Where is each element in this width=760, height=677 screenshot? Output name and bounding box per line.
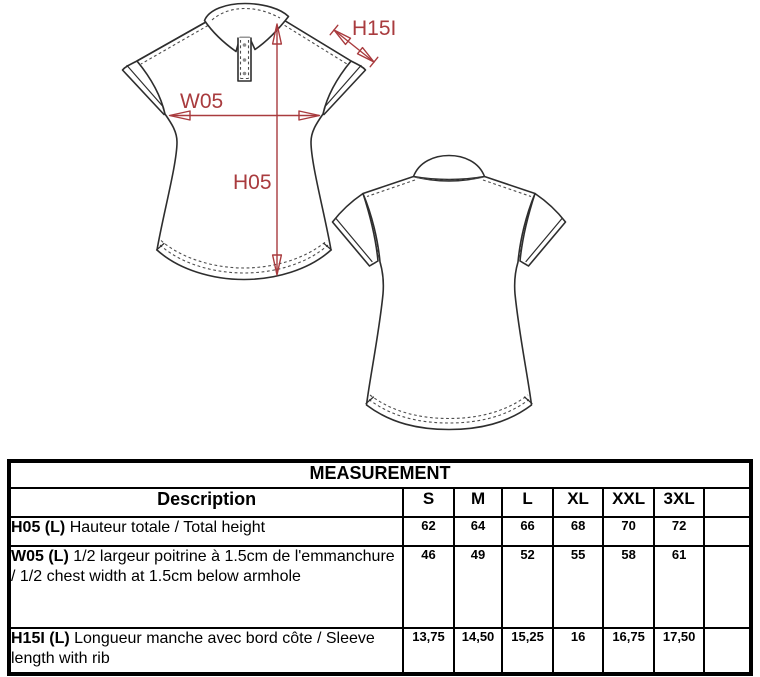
table-row-h05 <box>9 517 751 546</box>
measurement-value-cell: 64 <box>454 517 503 546</box>
measurement-value-cell <box>704 517 751 546</box>
measurement-value-cell <box>704 628 751 674</box>
measurement-value-cell: 70 <box>603 517 654 546</box>
measurement-value-cell: 15,25 <box>502 628 553 674</box>
table-row-h15i <box>9 628 751 674</box>
button <box>243 58 247 62</box>
table-row-w05 <box>9 546 751 628</box>
measurement-table <box>7 459 753 676</box>
polo-front-view <box>123 4 366 280</box>
measurement-value-cell: 16,75 <box>603 628 654 674</box>
back-collar <box>414 156 485 181</box>
size-column-header-xxl: XXL <box>603 488 654 517</box>
table-title: MEASUREMENT <box>9 461 751 488</box>
measurement-text: Longueur manche avec bord côte / Sleeve length with rib <box>11 630 375 667</box>
measurement-code: W05 (L) <box>11 548 69 565</box>
button <box>243 72 247 76</box>
measurement-description <box>9 517 403 546</box>
measurement-value-cell: 49 <box>454 546 503 628</box>
measurement-value-cell: 58 <box>603 546 654 628</box>
measurement-value-cell: 55 <box>553 546 604 628</box>
measurement-value-cell <box>704 546 751 628</box>
measurement-value-cell: 52 <box>502 546 553 628</box>
measurement-value-cell: 17,50 <box>654 628 705 674</box>
measurement-value-cell: 68 <box>553 517 604 546</box>
h05-label: H05 <box>233 171 272 194</box>
polo-back-view <box>333 156 566 430</box>
size-column-header-l: L <box>502 488 553 517</box>
measurement-code: H15I (L) <box>11 630 70 647</box>
measurement-text: 1/2 largeur poitrine à 1.5cm de l'emmanchure / 1/2 chest width at 1.5cm below armhole <box>11 548 395 585</box>
size-column-header-s: S <box>403 488 454 517</box>
description-column-header: Description <box>9 488 403 517</box>
measurement-value-cell: 13,75 <box>403 628 454 674</box>
measurement-description <box>9 628 403 674</box>
measurement-value-cell: 62 <box>403 517 454 546</box>
measurement-value-cell: 16 <box>553 628 604 674</box>
measurement-value-cell: 66 <box>502 517 553 546</box>
measurement-description <box>9 546 403 628</box>
size-column-header-xl: XL <box>553 488 604 517</box>
button <box>243 43 247 47</box>
measurement-value-cell: 72 <box>654 517 705 546</box>
back-body <box>363 177 535 430</box>
size-column-header-empty <box>704 488 751 517</box>
h15i-label: H15I <box>352 17 397 40</box>
table-header-row <box>9 488 751 517</box>
measurement-code: H05 (L) <box>11 519 66 536</box>
measurement-value-cell: 14,50 <box>454 628 503 674</box>
measurement-value-cell: 61 <box>654 546 705 628</box>
size-column-header-3xl: 3XL <box>654 488 705 517</box>
size-column-header-m: M <box>454 488 503 517</box>
w05-label: W05 <box>180 90 224 113</box>
front-placket <box>238 38 251 82</box>
measurement-text: Hauteur totale / Total height <box>69 519 266 536</box>
measurement-value-cell: 46 <box>403 546 454 628</box>
table-title-row <box>9 461 751 488</box>
